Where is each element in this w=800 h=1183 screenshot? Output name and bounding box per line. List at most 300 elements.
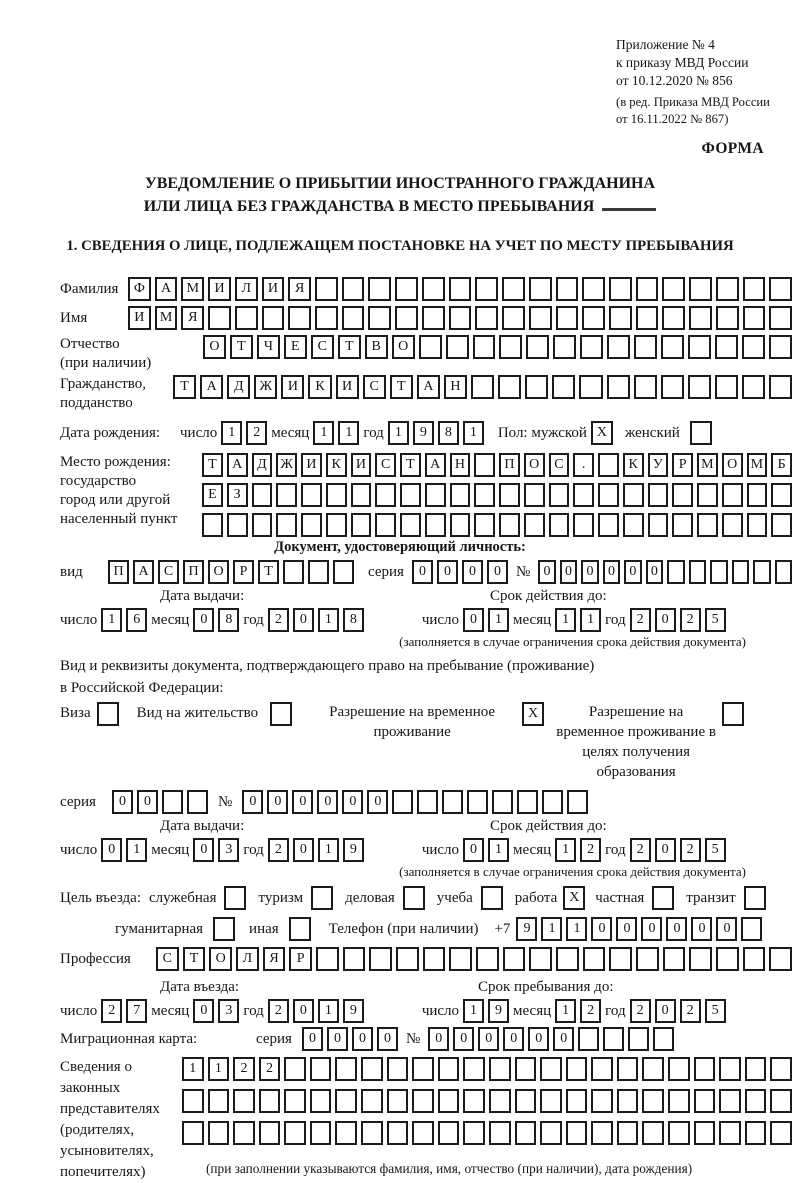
- char-cell[interactable]: [387, 1057, 409, 1081]
- char-cell[interactable]: 1: [463, 421, 484, 445]
- char-cell[interactable]: [747, 483, 768, 507]
- char-cell[interactable]: И: [301, 453, 322, 477]
- char-cell[interactable]: 0: [193, 838, 214, 862]
- gender-male-checkbox[interactable]: X: [591, 421, 613, 445]
- char-cell[interactable]: 9: [516, 917, 537, 941]
- char-cell[interactable]: [591, 1089, 613, 1113]
- char-cell[interactable]: [672, 513, 693, 537]
- char-cell[interactable]: [715, 375, 738, 399]
- char-cell[interactable]: [667, 560, 684, 584]
- char-cell[interactable]: [499, 513, 520, 537]
- char-cell[interactable]: [688, 335, 711, 359]
- char-cell[interactable]: [769, 306, 792, 330]
- char-cell[interactable]: [475, 277, 498, 301]
- char-cell[interactable]: К: [326, 453, 347, 477]
- legal-reps-cells-row1[interactable]: [182, 1057, 792, 1081]
- char-cell[interactable]: [607, 375, 630, 399]
- char-cell[interactable]: [556, 306, 579, 330]
- char-cell[interactable]: [503, 947, 526, 971]
- char-cell[interactable]: О: [392, 335, 415, 359]
- char-cell[interactable]: [233, 1089, 255, 1113]
- char-cell[interactable]: [642, 1089, 664, 1113]
- char-cell[interactable]: Н: [450, 453, 471, 477]
- char-cell[interactable]: [422, 306, 445, 330]
- char-cell[interactable]: А: [417, 375, 440, 399]
- char-cell[interactable]: [697, 513, 718, 537]
- char-cell[interactable]: [636, 947, 659, 971]
- char-cell[interactable]: [438, 1089, 460, 1113]
- char-cell[interactable]: Р: [233, 560, 254, 584]
- char-cell[interactable]: 0: [616, 917, 637, 941]
- migration-card-number-cells[interactable]: [428, 1027, 674, 1051]
- migration-card-series-cells[interactable]: [302, 1027, 398, 1051]
- char-cell[interactable]: [395, 306, 418, 330]
- char-cell[interactable]: 0: [293, 999, 314, 1023]
- char-cell[interactable]: 5: [705, 999, 726, 1023]
- citizenship-cells[interactable]: [173, 375, 792, 399]
- char-cell[interactable]: [515, 1121, 537, 1145]
- char-cell[interactable]: [529, 277, 552, 301]
- char-cell[interactable]: [648, 483, 669, 507]
- char-cell[interactable]: [540, 1121, 562, 1145]
- char-cell[interactable]: [252, 513, 273, 537]
- char-cell[interactable]: Т: [390, 375, 413, 399]
- char-cell[interactable]: 0: [242, 790, 263, 814]
- entry-day-cells[interactable]: [101, 999, 147, 1023]
- char-cell[interactable]: А: [200, 375, 223, 399]
- purpose-work-checkbox[interactable]: X: [563, 886, 585, 910]
- char-cell[interactable]: [603, 1027, 624, 1051]
- gender-female-checkbox[interactable]: [690, 421, 712, 445]
- char-cell[interactable]: 0: [293, 608, 314, 632]
- char-cell[interactable]: [743, 306, 766, 330]
- char-cell[interactable]: [361, 1089, 383, 1113]
- char-cell[interactable]: Т: [258, 560, 279, 584]
- char-cell[interactable]: [227, 513, 248, 537]
- char-cell[interactable]: 1: [555, 838, 576, 862]
- char-cell[interactable]: Т: [400, 453, 421, 477]
- char-cell[interactable]: Т: [230, 335, 253, 359]
- char-cell[interactable]: [553, 335, 576, 359]
- char-cell[interactable]: Ж: [254, 375, 277, 399]
- char-cell[interactable]: А: [133, 560, 154, 584]
- char-cell[interactable]: [489, 1089, 511, 1113]
- char-cell[interactable]: 2: [580, 999, 601, 1023]
- char-cell[interactable]: [423, 947, 446, 971]
- char-cell[interactable]: [233, 1121, 255, 1145]
- char-cell[interactable]: [525, 375, 548, 399]
- char-cell[interactable]: [499, 335, 522, 359]
- char-cell[interactable]: [361, 1121, 383, 1145]
- char-cell[interactable]: [716, 947, 739, 971]
- char-cell[interactable]: 0: [691, 917, 712, 941]
- char-cell[interactable]: [598, 513, 619, 537]
- char-cell[interactable]: 1: [463, 999, 484, 1023]
- passport-expiry-year-cells[interactable]: [630, 608, 726, 632]
- char-cell[interactable]: [566, 1121, 588, 1145]
- char-cell[interactable]: [623, 513, 644, 537]
- char-cell[interactable]: А: [425, 453, 446, 477]
- temp-residence-checkbox[interactable]: X: [522, 702, 544, 726]
- char-cell[interactable]: 0: [377, 1027, 398, 1051]
- char-cell[interactable]: А: [155, 277, 178, 301]
- char-cell[interactable]: [540, 1089, 562, 1113]
- char-cell[interactable]: [591, 1121, 613, 1145]
- stay-doc-issue-day-cells[interactable]: [101, 838, 147, 862]
- char-cell[interactable]: [342, 306, 365, 330]
- purpose-transit-checkbox[interactable]: [744, 886, 766, 910]
- char-cell[interactable]: М: [155, 306, 178, 330]
- char-cell[interactable]: [566, 1089, 588, 1113]
- char-cell[interactable]: [642, 1121, 664, 1145]
- char-cell[interactable]: М: [181, 277, 204, 301]
- char-cell[interactable]: [636, 306, 659, 330]
- char-cell[interactable]: 0: [352, 1027, 373, 1051]
- char-cell[interactable]: 0: [528, 1027, 549, 1051]
- purpose-humanitarian-checkbox[interactable]: [213, 917, 235, 941]
- char-cell[interactable]: [770, 1121, 792, 1145]
- char-cell[interactable]: П: [499, 453, 520, 477]
- char-cell[interactable]: 1: [338, 421, 359, 445]
- char-cell[interactable]: [422, 277, 445, 301]
- char-cell[interactable]: [392, 790, 413, 814]
- char-cell[interactable]: [412, 1121, 434, 1145]
- char-cell[interactable]: [252, 483, 273, 507]
- char-cell[interactable]: [598, 483, 619, 507]
- char-cell[interactable]: 2: [680, 838, 701, 862]
- char-cell[interactable]: [284, 1057, 306, 1081]
- char-cell[interactable]: 0: [327, 1027, 348, 1051]
- char-cell[interactable]: [542, 790, 563, 814]
- char-cell[interactable]: 0: [193, 608, 214, 632]
- char-cell[interactable]: [745, 1089, 767, 1113]
- char-cell[interactable]: [474, 513, 495, 537]
- patronymic-cells[interactable]: [203, 335, 792, 359]
- char-cell[interactable]: [653, 1027, 674, 1051]
- char-cell[interactable]: [742, 335, 765, 359]
- doc-series-cells[interactable]: [412, 560, 508, 584]
- char-cell[interactable]: [449, 277, 472, 301]
- char-cell[interactable]: [607, 335, 630, 359]
- char-cell[interactable]: [310, 1089, 332, 1113]
- char-cell[interactable]: [369, 947, 392, 971]
- char-cell[interactable]: [489, 1121, 511, 1145]
- char-cell[interactable]: [672, 483, 693, 507]
- entry-month-cells[interactable]: [193, 999, 239, 1023]
- char-cell[interactable]: [400, 483, 421, 507]
- char-cell[interactable]: 0: [101, 838, 122, 862]
- char-cell[interactable]: Е: [284, 335, 307, 359]
- char-cell[interactable]: [351, 513, 372, 537]
- char-cell[interactable]: О: [208, 560, 229, 584]
- char-cell[interactable]: [208, 1121, 230, 1145]
- char-cell[interactable]: 0: [641, 917, 662, 941]
- char-cell[interactable]: [609, 277, 632, 301]
- char-cell[interactable]: О: [524, 453, 545, 477]
- char-cell[interactable]: [284, 1089, 306, 1113]
- char-cell[interactable]: [710, 560, 727, 584]
- char-cell[interactable]: [609, 947, 632, 971]
- char-cell[interactable]: [412, 1089, 434, 1113]
- char-cell[interactable]: [598, 453, 619, 477]
- char-cell[interactable]: 0: [478, 1027, 499, 1051]
- passport-expiry-day-cells[interactable]: [463, 608, 509, 632]
- char-cell[interactable]: [326, 513, 347, 537]
- char-cell[interactable]: [719, 1057, 741, 1081]
- char-cell[interactable]: 0: [538, 560, 555, 584]
- char-cell[interactable]: [502, 306, 525, 330]
- char-cell[interactable]: [661, 335, 684, 359]
- char-cell[interactable]: [524, 483, 545, 507]
- char-cell[interactable]: Т: [338, 335, 361, 359]
- char-cell[interactable]: [208, 1089, 230, 1113]
- char-cell[interactable]: 0: [655, 999, 676, 1023]
- char-cell[interactable]: 0: [646, 560, 663, 584]
- char-cell[interactable]: 5: [705, 608, 726, 632]
- char-cell[interactable]: 0: [581, 560, 598, 584]
- char-cell[interactable]: [475, 306, 498, 330]
- char-cell[interactable]: 1: [126, 838, 147, 862]
- char-cell[interactable]: [419, 335, 442, 359]
- char-cell[interactable]: 2: [259, 1057, 281, 1081]
- char-cell[interactable]: [474, 453, 495, 477]
- char-cell[interactable]: Ч: [257, 335, 280, 359]
- char-cell[interactable]: 0: [137, 790, 158, 814]
- char-cell[interactable]: И: [281, 375, 304, 399]
- char-cell[interactable]: 0: [437, 560, 458, 584]
- char-cell[interactable]: [688, 375, 711, 399]
- char-cell[interactable]: [753, 560, 770, 584]
- char-cell[interactable]: [463, 1089, 485, 1113]
- phone-cells[interactable]: [516, 917, 762, 941]
- visa-checkbox[interactable]: [97, 702, 119, 726]
- char-cell[interactable]: [473, 335, 496, 359]
- char-cell[interactable]: 7: [126, 999, 147, 1023]
- char-cell[interactable]: [663, 947, 686, 971]
- char-cell[interactable]: [333, 560, 354, 584]
- char-cell[interactable]: [642, 1057, 664, 1081]
- char-cell[interactable]: [771, 513, 792, 537]
- char-cell[interactable]: [463, 1057, 485, 1081]
- char-cell[interactable]: [446, 335, 469, 359]
- char-cell[interactable]: 0: [655, 608, 676, 632]
- char-cell[interactable]: [549, 513, 570, 537]
- char-cell[interactable]: [689, 277, 712, 301]
- char-cell[interactable]: Л: [235, 277, 258, 301]
- char-cell[interactable]: [301, 513, 322, 537]
- char-cell[interactable]: 0: [624, 560, 641, 584]
- purpose-study-checkbox[interactable]: [481, 886, 503, 910]
- char-cell[interactable]: [662, 306, 685, 330]
- char-cell[interactable]: [335, 1121, 357, 1145]
- char-cell[interactable]: [335, 1089, 357, 1113]
- char-cell[interactable]: [556, 277, 579, 301]
- char-cell[interactable]: Н: [444, 375, 467, 399]
- char-cell[interactable]: 0: [462, 560, 483, 584]
- char-cell[interactable]: [617, 1121, 639, 1145]
- char-cell[interactable]: [775, 560, 792, 584]
- char-cell[interactable]: 2: [268, 608, 289, 632]
- char-cell[interactable]: [276, 483, 297, 507]
- char-cell[interactable]: 0: [655, 838, 676, 862]
- char-cell[interactable]: 0: [193, 999, 214, 1023]
- legal-reps-cells-row3[interactable]: [182, 1121, 792, 1145]
- char-cell[interactable]: [745, 1121, 767, 1145]
- purpose-other-checkbox[interactable]: [289, 917, 311, 941]
- char-cell[interactable]: [182, 1121, 204, 1145]
- surname-cells[interactable]: [128, 277, 792, 301]
- profession-cells[interactable]: [156, 947, 792, 971]
- char-cell[interactable]: Д: [227, 375, 250, 399]
- char-cell[interactable]: [288, 306, 311, 330]
- purpose-private-checkbox[interactable]: [652, 886, 674, 910]
- char-cell[interactable]: [368, 277, 391, 301]
- char-cell[interactable]: [284, 1121, 306, 1145]
- char-cell[interactable]: [668, 1057, 690, 1081]
- char-cell[interactable]: 1: [318, 838, 339, 862]
- char-cell[interactable]: [316, 947, 339, 971]
- char-cell[interactable]: [412, 1057, 434, 1081]
- char-cell[interactable]: [743, 947, 766, 971]
- char-cell[interactable]: [463, 1121, 485, 1145]
- char-cell[interactable]: 0: [412, 560, 433, 584]
- char-cell[interactable]: 0: [487, 560, 508, 584]
- char-cell[interactable]: [662, 277, 685, 301]
- stay-doc-issue-year-cells[interactable]: [268, 838, 364, 862]
- char-cell[interactable]: 2: [630, 999, 651, 1023]
- char-cell[interactable]: Е: [202, 483, 223, 507]
- char-cell[interactable]: 1: [488, 608, 509, 632]
- char-cell[interactable]: [162, 790, 183, 814]
- char-cell[interactable]: [567, 790, 588, 814]
- char-cell[interactable]: [549, 483, 570, 507]
- char-cell[interactable]: [438, 1057, 460, 1081]
- char-cell[interactable]: 1: [318, 999, 339, 1023]
- char-cell[interactable]: 2: [101, 999, 122, 1023]
- char-cell[interactable]: [552, 375, 575, 399]
- char-cell[interactable]: .: [573, 453, 594, 477]
- char-cell[interactable]: 1: [541, 917, 562, 941]
- char-cell[interactable]: [425, 483, 446, 507]
- char-cell[interactable]: [770, 1057, 792, 1081]
- char-cell[interactable]: [276, 513, 297, 537]
- char-cell[interactable]: [716, 306, 739, 330]
- char-cell[interactable]: И: [351, 453, 372, 477]
- stay-doc-issue-month-cells[interactable]: [193, 838, 239, 862]
- char-cell[interactable]: [235, 306, 258, 330]
- char-cell[interactable]: О: [203, 335, 226, 359]
- char-cell[interactable]: [769, 375, 792, 399]
- char-cell[interactable]: [722, 513, 743, 537]
- char-cell[interactable]: [425, 513, 446, 537]
- char-cell[interactable]: Ж: [276, 453, 297, 477]
- char-cell[interactable]: [474, 483, 495, 507]
- char-cell[interactable]: 0: [560, 560, 577, 584]
- char-cell[interactable]: [689, 947, 712, 971]
- char-cell[interactable]: [582, 306, 605, 330]
- char-cell[interactable]: [310, 1121, 332, 1145]
- char-cell[interactable]: [515, 1057, 537, 1081]
- char-cell[interactable]: [648, 513, 669, 537]
- char-cell[interactable]: [326, 483, 347, 507]
- char-cell[interactable]: [524, 513, 545, 537]
- char-cell[interactable]: [396, 947, 419, 971]
- residence-permit-checkbox[interactable]: [270, 702, 292, 726]
- char-cell[interactable]: В: [365, 335, 388, 359]
- char-cell[interactable]: [310, 1057, 332, 1081]
- char-cell[interactable]: [529, 306, 552, 330]
- char-cell[interactable]: [368, 306, 391, 330]
- char-cell[interactable]: [471, 375, 494, 399]
- char-cell[interactable]: С: [158, 560, 179, 584]
- char-cell[interactable]: [449, 947, 472, 971]
- char-cell[interactable]: 0: [112, 790, 133, 814]
- char-cell[interactable]: 5: [705, 838, 726, 862]
- char-cell[interactable]: С: [156, 947, 179, 971]
- char-cell[interactable]: 0: [342, 790, 363, 814]
- char-cell[interactable]: [668, 1089, 690, 1113]
- stay-doc-expiry-month-cells[interactable]: [555, 838, 601, 862]
- char-cell[interactable]: [566, 1057, 588, 1081]
- char-cell[interactable]: 8: [218, 608, 239, 632]
- char-cell[interactable]: 0: [302, 1027, 323, 1051]
- char-cell[interactable]: [769, 947, 792, 971]
- temp-residence-education-checkbox[interactable]: [722, 702, 744, 726]
- char-cell[interactable]: 3: [218, 999, 239, 1023]
- char-cell[interactable]: [745, 1057, 767, 1081]
- char-cell[interactable]: [715, 335, 738, 359]
- char-cell[interactable]: 0: [267, 790, 288, 814]
- char-cell[interactable]: 9: [343, 999, 364, 1023]
- char-cell[interactable]: [732, 560, 749, 584]
- char-cell[interactable]: 2: [268, 838, 289, 862]
- char-cell[interactable]: О: [209, 947, 232, 971]
- char-cell[interactable]: [634, 375, 657, 399]
- char-cell[interactable]: [182, 1089, 204, 1113]
- doc-kind-cells[interactable]: [108, 560, 354, 584]
- char-cell[interactable]: 2: [680, 608, 701, 632]
- char-cell[interactable]: [395, 277, 418, 301]
- char-cell[interactable]: [719, 1121, 741, 1145]
- char-cell[interactable]: [342, 277, 365, 301]
- char-cell[interactable]: [262, 306, 285, 330]
- char-cell[interactable]: [375, 513, 396, 537]
- birth-day-cells[interactable]: [221, 421, 267, 445]
- char-cell[interactable]: [716, 277, 739, 301]
- char-cell[interactable]: 0: [716, 917, 737, 941]
- char-cell[interactable]: [438, 1121, 460, 1145]
- char-cell[interactable]: Л: [236, 947, 259, 971]
- char-cell[interactable]: 1: [221, 421, 242, 445]
- char-cell[interactable]: [343, 947, 366, 971]
- char-cell[interactable]: 1: [555, 999, 576, 1023]
- char-cell[interactable]: [540, 1057, 562, 1081]
- char-cell[interactable]: [449, 306, 472, 330]
- char-cell[interactable]: К: [308, 375, 331, 399]
- char-cell[interactable]: [202, 513, 223, 537]
- char-cell[interactable]: [450, 513, 471, 537]
- char-cell[interactable]: П: [183, 560, 204, 584]
- char-cell[interactable]: 2: [268, 999, 289, 1023]
- char-cell[interactable]: [529, 947, 552, 971]
- char-cell[interactable]: П: [108, 560, 129, 584]
- char-cell[interactable]: [308, 560, 329, 584]
- char-cell[interactable]: 1: [555, 608, 576, 632]
- purpose-business-checkbox[interactable]: [403, 886, 425, 910]
- char-cell[interactable]: 0: [292, 790, 313, 814]
- purpose-official-checkbox[interactable]: [224, 886, 246, 910]
- char-cell[interactable]: 0: [666, 917, 687, 941]
